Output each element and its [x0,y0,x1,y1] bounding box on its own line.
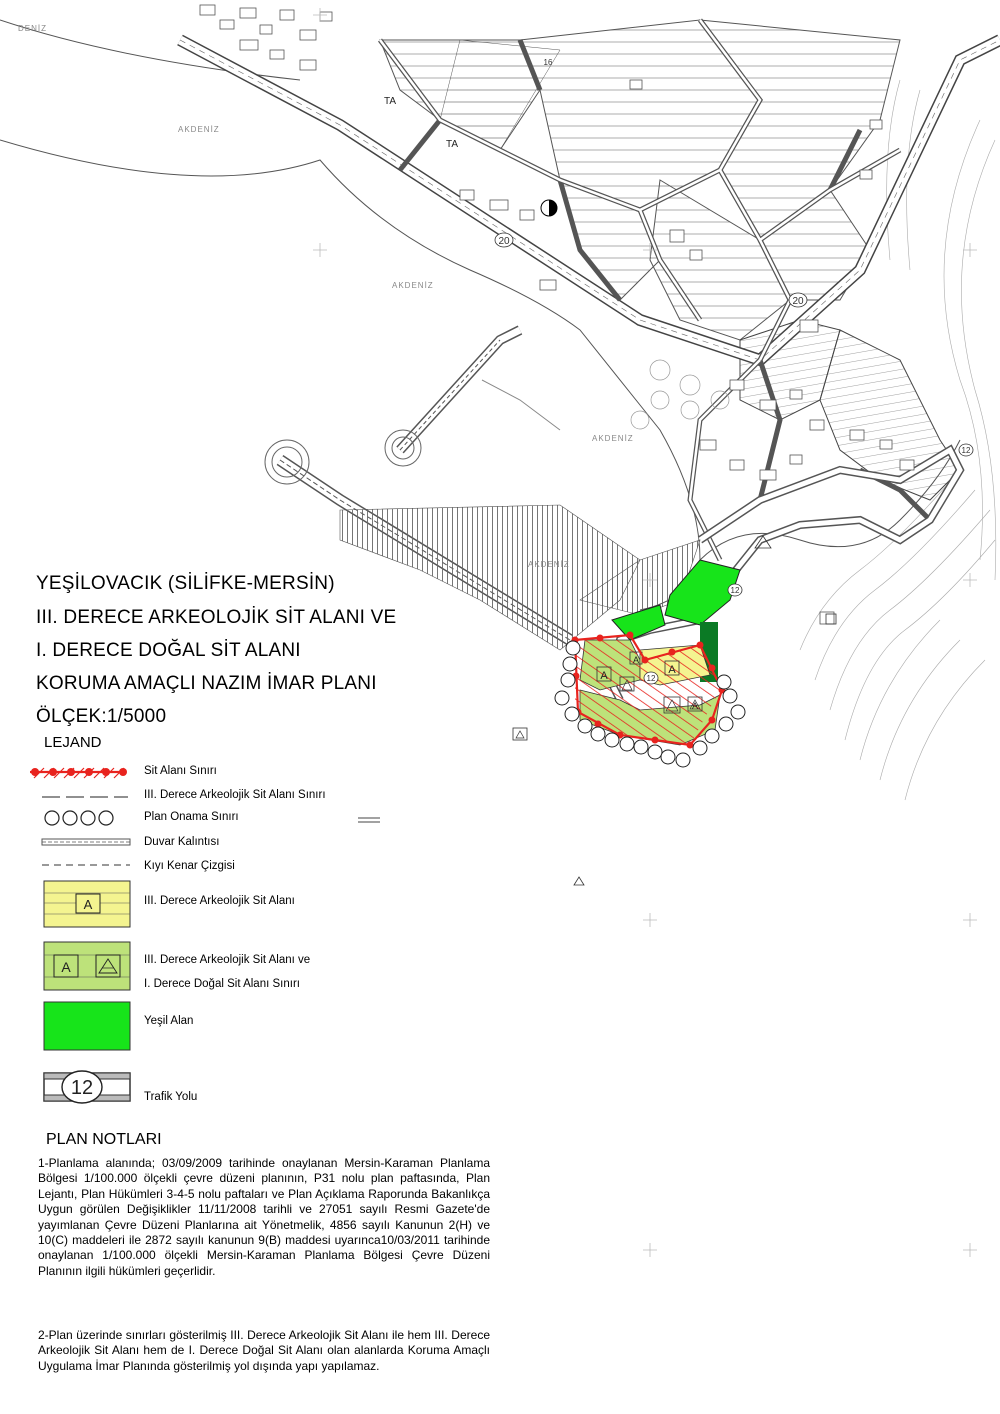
road-number-label: 12 [646,674,656,683]
road-number-label: 16 [543,58,553,67]
hatched-land [380,20,900,340]
legend-label-traffic-road: Trafik Yolu [144,1091,198,1103]
legend-symbol-plan-approval [45,811,113,825]
plan-note-2: 2-Plan üzerinde sınırları gösterilmiş III. Derece Arkeolojik Sit Alanı ile hem III. Derece Arkeolojik Sit Alanı hem de I. Derece Doğal Sit Alanı olan alanlarda Koruma Amaçlı Uygulama İmar Planında gösterilmiş yol dışında yapı yapılamaz. [38,1328,490,1373]
road-number-label: 20 [498,236,510,247]
title-line-2: III. DERECE ARKEOLOJİK SİT ALANI VE [36,607,397,628]
trees [631,360,729,429]
title-line-3: I. DERECE DOĞAL SİT ALANI [36,640,301,661]
legend-label-shoreline: Kıyı Kenar Çizgisi [144,860,235,872]
zone-label-a: A [691,701,699,711]
zone-label-a: A [668,664,676,676]
legend-symbol-archaeological-natural-area [44,942,130,990]
zone-label-ta: TA [384,96,397,107]
title-location: YEŞİLOVACIK (SİLİFKE-MERSİN) [36,573,335,594]
legend-label-plan-approval: Plan Onama Sınırı [144,811,239,823]
legend-symbol-green-area [44,1002,130,1050]
zone-label-a: A [632,655,640,665]
legend-label-natural-boundary: I. Derece Doğal Sit Alanı Sınırı [144,978,300,990]
plan-note-1: 1-Planlama alanında; 03/09/2009 tarihinde onaylanan Mersin-Karaman Planlama Bölgesi 1/100.000 ölçekli çevre düzeni planının, P31 nolu plan paftasında, Plan Lejantı, Plan Hükümleri 3-4-5 nolu paftaları ve Plan Açıklama Raporunda Bakanlıkça Uygun görülen Değişiklikler 11/11/2008 tarihli ve 27051 sayılı Resmi Gazete'de yayımlanan Çevre Düzeni Planlarına ait Yönetmelik, 4856 sayılı Kanunun 2(H) ve 10(C) maddeleri ile 2872 sayılı kanunun 9(B) maddesi uyarınca10/03/2011 tarihinde onaylanan 1/100.000 ölçekli Mersin-Karaman Planlama Bölgesi Çevre Düzeni Planının ilgili hükümleri geçerlidir. [38,1156,490,1278]
road-number-label: 20 [792,296,804,307]
legend-symbols [30,768,130,1103]
zone-label-ta: TA [446,139,459,150]
sea-label: AKDENİZ [178,125,220,134]
legend-label-archaeological-boundary: III. Derece Arkeolojik Sit Alanı Sınırı [144,789,326,801]
title-line-4: KORUMA AMAÇLI NAZIM İMAR PLANI [36,673,377,694]
legend-label-wall-ruins: Duvar Kalıntısı [144,836,220,848]
legend-heading: LEJAND [44,734,102,751]
legend-symbol-a-text: A [83,897,93,912]
road-number-label: 12 [730,586,740,595]
legend-label-archaeological-area: III. Derece Arkeolojik Sit Alanı [144,895,295,907]
legend-symbol-road-number: 12 [70,1077,94,1099]
road-number-label: 12 [961,446,971,455]
legend-label-archaeological-natural-area: III. Derece Arkeolojik Sit Alanı ve [144,954,311,966]
plan-notes-heading: PLAN NOTLARI [46,1131,162,1148]
sea-label: AKDENİZ [592,434,634,443]
sea-label: AKDENİZ [392,281,434,290]
zone-label-a: A [600,670,608,682]
legend-symbol-wall-ruins [42,839,130,845]
legend-symbol-a-text: A [61,959,71,975]
sea-label: DENİZ [18,24,47,33]
map-symbol-dash [358,818,380,822]
legend-symbol-site-boundary [30,768,127,778]
legend-label-green-area: Yeşil Alan [144,1015,194,1027]
title-scale: ÖLÇEK:1/5000 [36,706,167,727]
sea-label: AKDENİZ [528,560,570,569]
legend-label-site-boundary: Sit Alanı Sınırı [144,765,217,777]
